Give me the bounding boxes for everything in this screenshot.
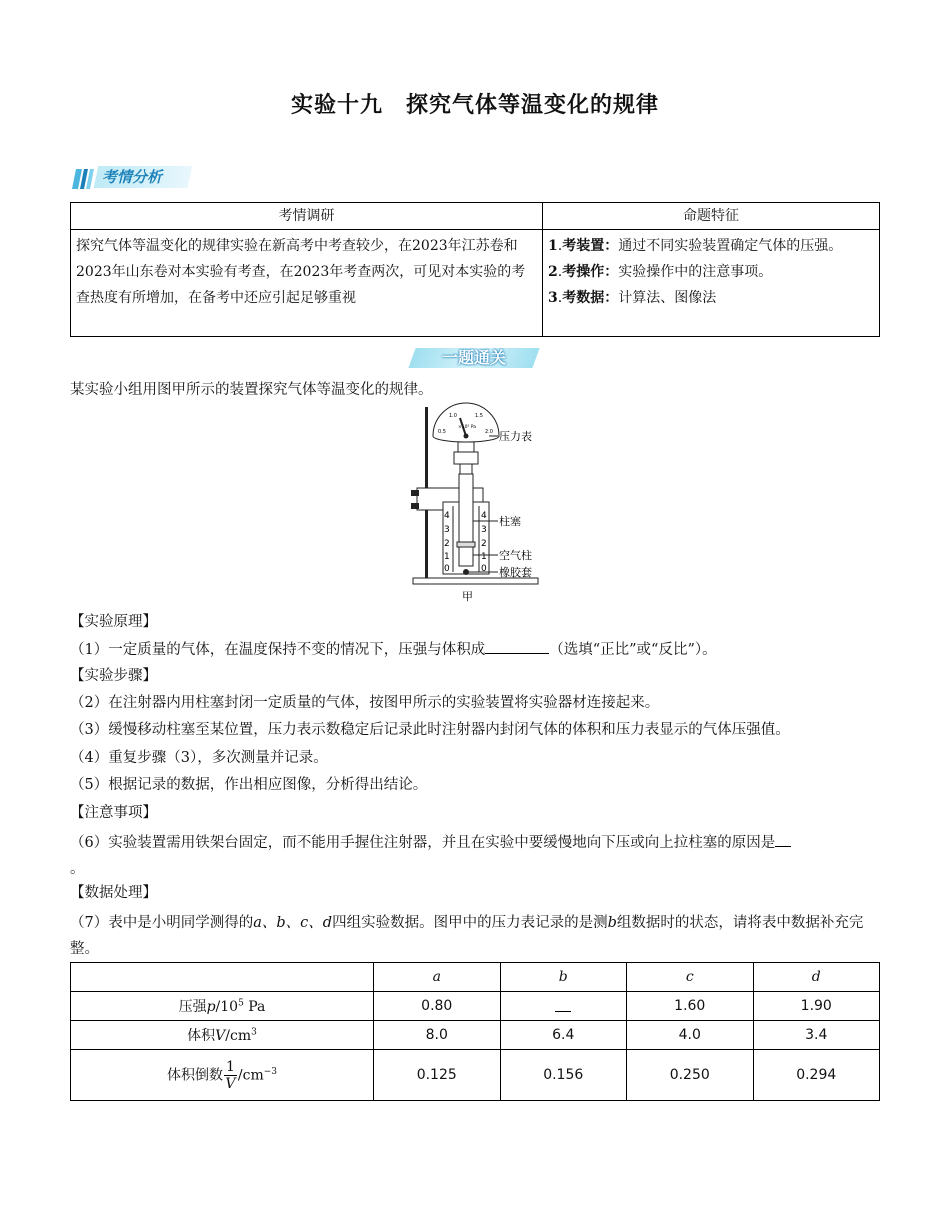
table-cell: 1.90 <box>753 992 880 1021</box>
analysis-table <box>70 202 880 337</box>
table-cell: 4.0 <box>627 1021 754 1050</box>
gauge-tick: 1.0 <box>449 413 457 419</box>
question-4: （4）重复步骤（3），多次测量并记录。 <box>70 750 328 766</box>
feature-list <box>543 230 880 337</box>
question-1: （1）一定质量的气体，在温度保持不变的情况下，压强与体积成 （选填“正比”或“反比”）。 <box>70 639 882 660</box>
intro-text: 某实验小组用图甲所示的装置探究气体等温变化的规律。 <box>70 382 433 398</box>
label-gauge: 压力表 <box>499 430 532 443</box>
section-banner-question <box>412 346 536 370</box>
column-header: c <box>627 963 754 992</box>
scale-tick: 3 <box>444 525 450 535</box>
table-cell: 8.0 <box>374 1021 501 1050</box>
question-6: （6）实验装置需用铁架台固定，而不能用手握住注射器，并且在实验中要缓慢地向下压或向上拉柱塞的原因是 。 <box>70 830 882 882</box>
table-cell: 0.294 <box>753 1050 880 1101</box>
heading-principle: 【实验原理】 <box>70 614 157 630</box>
label-air-column: 空气柱 <box>499 549 532 562</box>
figure-caption: 甲 <box>462 590 473 602</box>
feature-item: 1.考装置：通过不同实验装置确定气体的压强。 <box>548 238 843 254</box>
section-label: 考情分析 <box>102 168 163 186</box>
question-2: （2）在注射器内用柱塞封闭一定质量的气体，按图甲所示的实验装置将实验器材连接起来。 <box>70 695 660 711</box>
table-header: 考情调研 <box>71 203 543 230</box>
heading-steps: 【实验步骤】 <box>70 668 157 684</box>
heading-data: 【数据处理】 <box>70 885 157 901</box>
section-label: 一题通关 <box>441 348 506 367</box>
table-cell: 3.4 <box>753 1021 880 1050</box>
table-cell: 6.4 <box>500 1021 627 1050</box>
answer-blank[interactable] <box>485 639 549 654</box>
scale-tick: 2 <box>444 539 450 549</box>
label-plunger: 柱塞 <box>499 515 521 528</box>
question-3: （3）缓慢移动柱塞至某位置，压力表示数稳定后记录此时注射器内封闭气体的体积和压力表显示的气体压强值。 <box>70 722 790 738</box>
column-header: b <box>500 963 627 992</box>
heading-notes: 【注意事项】 <box>70 805 157 821</box>
gauge-tick: 2.0 <box>485 429 493 435</box>
scale-tick: 2 <box>481 539 487 549</box>
table-cell: 0.125 <box>374 1050 501 1101</box>
column-header: a <box>374 963 501 992</box>
page-title: 实验十九 探究气体等温变化的规律 <box>290 93 659 118</box>
stripes-icon <box>70 167 96 191</box>
scale-tick: 0 <box>444 564 450 574</box>
feature-item: 2.考操作：实验操作中的注意事项。 <box>548 264 773 280</box>
scale-tick: 1 <box>444 552 450 562</box>
answer-cell[interactable] <box>500 992 627 1021</box>
scale-tick: 4 <box>444 511 450 521</box>
analysis-text: 探究气体等温变化的规律实验在新高考中考查较少，在2023年江苏卷和2023年山东卷对本实验有考查，在2023年考查两次，可见对本实验的考查热度有所增加，在备考中还应引起足够重视 <box>71 230 543 337</box>
table-cell: 1.60 <box>627 992 754 1021</box>
section-banner-analysis <box>70 164 200 192</box>
column-header: d <box>753 963 880 992</box>
question-7: （7）表中是小明同学测得的a、b、c、d四组实验数据。图甲中的压力表记录的是测b组数据时的状态，请将表中数据补充完整。 <box>70 915 864 957</box>
gauge-tick: 1.5 <box>475 413 483 419</box>
table-cell: 0.250 <box>627 1050 754 1101</box>
answer-blank[interactable] <box>775 832 791 847</box>
scale-tick: 3 <box>481 525 487 535</box>
scale-tick: 1 <box>481 552 487 562</box>
gauge-unit: ×10⁵ Pa <box>458 425 476 430</box>
table-header: 命题特征 <box>543 203 880 230</box>
scale-tick: 4 <box>481 511 487 521</box>
data-table <box>70 962 880 1101</box>
table-cell: 0.156 <box>500 1050 627 1101</box>
apparatus-figure <box>405 402 555 602</box>
scale-tick: 0 <box>481 564 487 574</box>
feature-item: 3.考数据：计算法、图像法 <box>548 290 717 306</box>
row-header-inverse-volume: 体积倒数 $\frac{1}{V}$ $/cm^{-3}$ <box>71 1050 374 1101</box>
question-5: （5）根据记录的数据，作出相应图像，分析得出结论。 <box>70 777 428 793</box>
row-header-volume: 体积$V/cm^3$ <box>71 1021 374 1050</box>
gauge-tick: 0.5 <box>438 429 446 435</box>
label-rubber-cap: 橡胶套 <box>499 566 532 579</box>
table-cell: 0.80 <box>374 992 501 1021</box>
row-header-pressure: 压强$p/10^5$ Pa <box>71 992 374 1021</box>
